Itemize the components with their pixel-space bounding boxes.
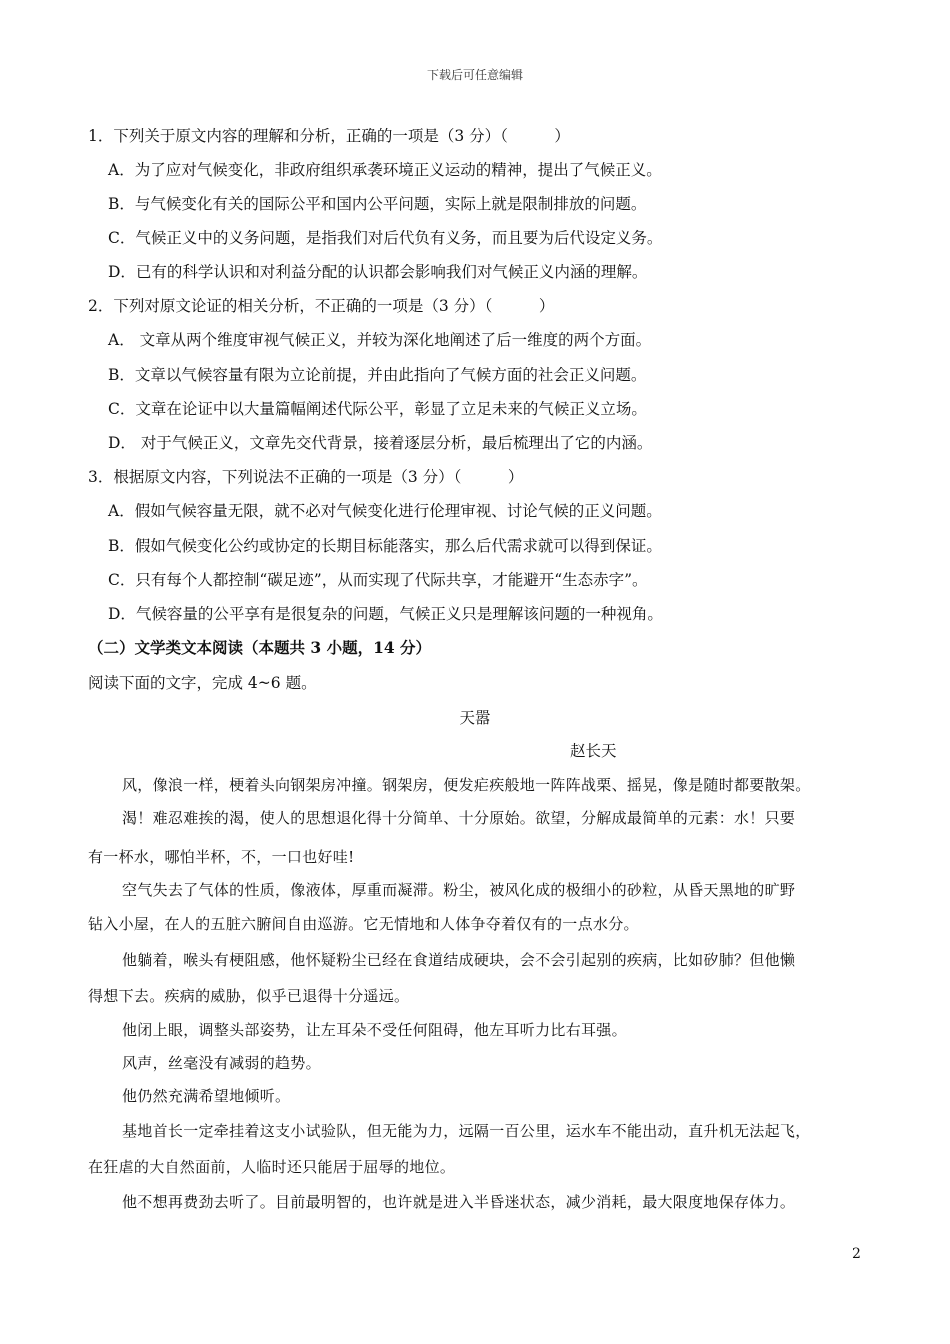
question-1-option-c: C．气候正义中的义务问题，是指我们对后代负有义务，而且要为后代设定义务。: [108, 229, 663, 247]
question-1-option-d: D．已有的科学认识和对利益分配的认识都会影响我们对气候正义内涵的理解。: [108, 263, 648, 281]
story-paragraph-3-continued: 钻入小屋，在人的五脏六腑间自由巡游。它无情地和人体争夺着仅有的一点水分。: [88, 915, 639, 933]
question-1-option-a: A．为了应对气候变化，非政府组织承袭环境正义运动的精神，提出了气候正义。: [108, 161, 662, 179]
question-3-option-b: B．假如气候变化公约或协定的长期目标能落实，那么后代需求就可以得到保证。: [108, 537, 662, 555]
story-paragraph-9: 他不想再费劲去听了。目前最明智的，也许就是进入半昏迷状态，减少消耗，最大限度地保存体力。: [122, 1193, 796, 1211]
page-header: 下载后可任意编辑: [426, 68, 523, 82]
question-3-stem: 3．根据原文内容，下列说法不正确的一项是（3 分）（ ）: [88, 468, 524, 486]
question-2-stem: 2．下列对原文论证的相关分析，不正确的一项是（3 分）（ ）: [88, 297, 555, 315]
story-paragraph-1: 风，像浪一样，梗着头向钢架房冲撞。钢架房，便发疟疾般地一阵阵战栗、摇晃，像是随时都要散架。: [122, 776, 811, 794]
story-paragraph-2: 渴！难忍难挨的渴，使人的思想退化得十分简单、十分原始。欲望，分解成最简单的元素：水！只要: [122, 809, 796, 827]
story-paragraph-6: 风声，丝毫没有减弱的趋势。: [122, 1054, 321, 1072]
page-number: 2: [852, 1246, 861, 1262]
story-author: 赵长天: [570, 742, 617, 760]
question-3-option-a: A．假如气候容量无限，就不必对气候变化进行伦理审视、讨论气候的正义问题。: [108, 502, 662, 520]
story-paragraph-7: 他仍然充满希望地倾听。: [122, 1087, 291, 1105]
story-paragraph-5: 他闭上眼，调整头部姿势，让左耳朵不受任何阻碍，他左耳听力比右耳强。: [122, 1021, 627, 1039]
story-paragraph-8: 基地首长一定牵挂着这支小试验队，但无能为力，远隔一百公里，运水车不能出动，直升机无法起飞，: [122, 1122, 811, 1140]
question-2-option-a: A． 文章从两个维度审视气候正义，并较为深化地阐述了后一维度的两个方面。: [108, 331, 652, 349]
section-heading: （二）文学类文本阅读（本题共 3 小题，14 分）: [88, 638, 432, 657]
story-title: 天嚣: [459, 709, 491, 727]
reading-instruction: 阅读下面的文字，完成 4~6 题。: [88, 674, 317, 692]
story-paragraph-2-continued: 有一杯水，哪怕半杯，不，一口也好哇!: [88, 848, 355, 866]
question-3-option-d: D．气候容量的公平享有是很复杂的问题，气候正义只是理解该问题的一种视角。: [108, 605, 663, 623]
question-3-option-c: C．只有每个人都控制“碳足迹”，从而实现了代际共享，才能避开“生态赤字”。: [108, 571, 648, 589]
story-paragraph-4-continued: 得想下去。疾病的威胁，似乎已退得十分遥远。: [88, 987, 410, 1005]
story-paragraph-4: 他躺着，喉头有梗阻感，他怀疑粉尘已经在食道结成硬块，会不会引起别的疾病，比如矽肺？但他懒: [122, 951, 796, 969]
question-2-option-c: C．文章在论证中以大量篇幅阐述代际公平，彰显了立足未来的气候正义立场。: [108, 400, 647, 418]
question-2-option-b: B．文章以气候容量有限为立论前提，并由此指向了气候方面的社会正义问题。: [108, 366, 647, 384]
question-2-option-d: D． 对于气候正义，文章先交代背景，接着逐层分析，最后梳理出了它的内涵。: [108, 434, 653, 452]
question-1-option-b: B．与气候变化有关的国际公平和国内公平问题，实际上就是限制排放的问题。: [108, 195, 647, 213]
story-paragraph-8-continued: 在狂虐的大自然面前，人临时还只能居于屈辱的地位。: [88, 1158, 456, 1176]
question-1-stem: 1．下列关于原文内容的理解和分析，正确的一项是（3 分）（ ）: [88, 127, 570, 145]
story-paragraph-3: 空气失去了气体的性质，像液体，厚重而凝滞。粉尘，被风化成的极细小的砂粒，从昏天黑地的旷野: [122, 881, 796, 899]
